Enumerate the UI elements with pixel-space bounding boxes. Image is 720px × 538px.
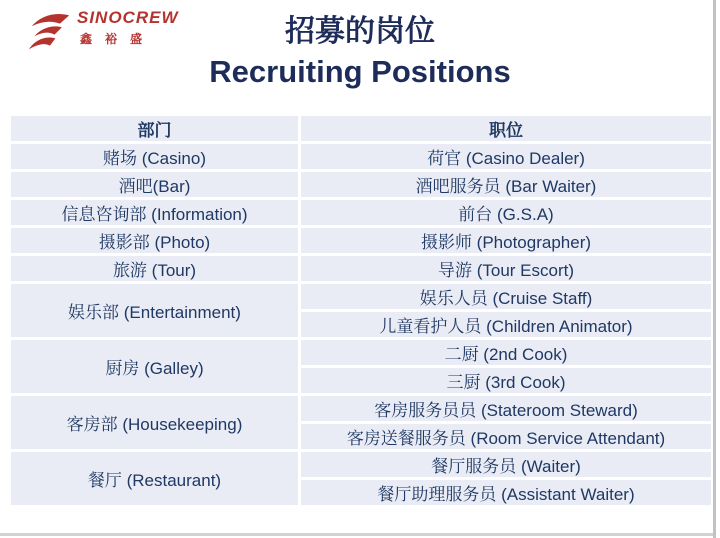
table-row — [10, 255, 713, 283]
dept-cell: 餐厅 (Restaurant) — [10, 451, 300, 507]
logo-brand-name: SINOCREW — [77, 8, 179, 27]
page-title-english: Recruiting Positions — [209, 54, 511, 89]
position-cell: 前台 (G.S.A) — [300, 199, 713, 227]
position-cell: 荷官 (Casino Dealer) — [300, 143, 713, 171]
dept-cell: 厨房 (Galley) — [10, 339, 300, 395]
position-cell: 娱乐人员 (Cruise Staff) — [300, 283, 713, 311]
table-row — [10, 395, 713, 423]
dept-cell: 酒吧(Bar) — [10, 171, 300, 199]
position-cell: 摄影师 (Photographer) — [300, 227, 713, 255]
position-cell: 客房服务员员 (Stateroom Steward) — [300, 395, 713, 423]
dept-cell: 娱乐部 (Entertainment) — [10, 283, 300, 339]
dept-cell: 信息咨询部 (Information) — [10, 199, 300, 227]
logo-brand-name-cn: 鑫裕盛 — [80, 32, 156, 46]
table-row — [10, 283, 713, 311]
dept-cell: 旅游 (Tour) — [10, 255, 300, 283]
position-cell: 客房送餐服务员 (Room Service Attendant) — [300, 423, 713, 451]
footer-divider — [0, 533, 714, 536]
slide-right-edge — [713, 0, 716, 538]
table-row — [10, 451, 713, 479]
page-title-chinese: 招募的岗位 — [285, 15, 435, 48]
dept-cell: 客房部 (Housekeeping) — [10, 395, 300, 451]
position-cell: 三厨 (3rd Cook) — [300, 367, 713, 395]
position-cell: 导游 (Tour Escort) — [300, 255, 713, 283]
position-cell: 餐厅助理服务员 (Assistant Waiter) — [300, 479, 713, 507]
table-row — [10, 143, 713, 171]
dept-cell: 摄影部 (Photo) — [10, 227, 300, 255]
position-cell: 儿童看护人员 (Children Animator) — [300, 311, 713, 339]
table-header-row — [10, 115, 713, 143]
dept-cell: 赌场 (Casino) — [10, 143, 300, 171]
column-header-department: 部门 — [10, 115, 300, 143]
position-cell: 餐厅服务员 (Waiter) — [300, 451, 713, 479]
recruiting-positions-table — [8, 113, 714, 508]
position-cell: 酒吧服务员 (Bar Waiter) — [300, 171, 713, 199]
column-header-position: 职位 — [300, 115, 713, 143]
position-cell: 二厨 (2nd Cook) — [300, 339, 713, 367]
table-row — [10, 199, 713, 227]
page-title — [0, 12, 720, 92]
table-row — [10, 171, 713, 199]
table-row — [10, 227, 713, 255]
table-row — [10, 339, 713, 367]
